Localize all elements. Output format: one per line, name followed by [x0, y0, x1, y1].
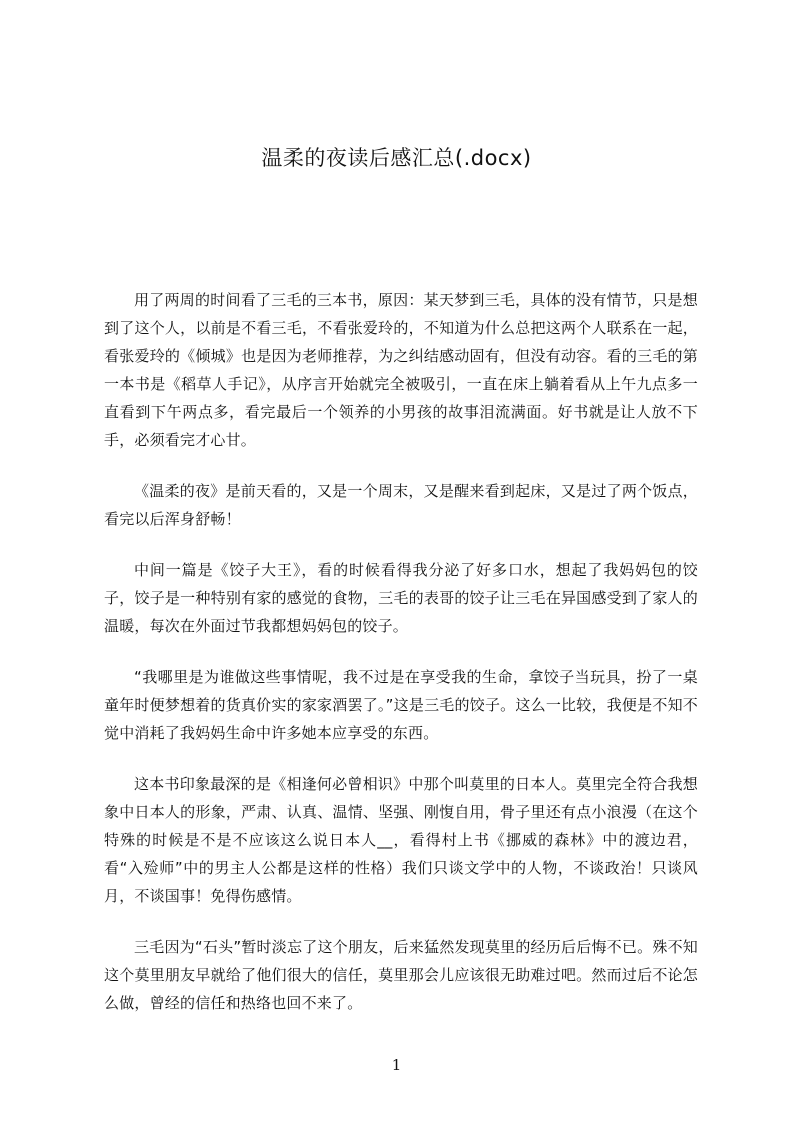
page-number: 1 [391, 1056, 402, 1074]
paragraph-4: “我哪里是为谁做这些事情呢，我不过是在享受我的生命，拿饺子当玩具，扮了一桌童年时便梦想着的货真价实的家家酒罢了。”这是三毛的饺子。这么一比较，我便是不知不觉中消耗了我妈妈生命中许多她本应享受的东西。 [104, 668, 698, 742]
document-title: 温柔的夜读后感汇总(.docx) [261, 146, 532, 170]
document-body [104, 286, 698, 1040]
paragraph-6: 三毛因为“石头”暂时淡忘了这个朋友，后来猛然发现莫里的经历后后悔不已。殊不知这个莫里朋友早就给了他们很大的信任，莫里那会儿应该很无助难过吧。然而过后不论怎么做，曾经的信任和热络也回不来了。 [104, 938, 698, 1012]
paragraph-5: 这本书印象最深的是《相逢何必曾相识》中那个叫莫里的日本人。莫里完全符合我想象中日本人的形象，严肃、认真、温情、坚强、刚愎自用，骨子里还有点小浪漫（在这个特殊的时候是不是不应该这么说日本人__，看得村上书《挪威的森林》中的渡边君，看“入殓师”中的男主人公都是这样的性格）我们只谈文学中的人物，不谈政治！只谈风月，不谈国事！免得伤感情。 [104, 775, 698, 905]
paragraph-3: 中间一篇是《饺子大王》，看的时候看得我分泌了好多口水，想起了我妈妈包的饺子，饺子是一种特别有家的感觉的食物，三毛的表哥的饺子让三毛在异国感受到了家人的温暖，每次在外面过节我都想妈妈包的饺子。 [104, 561, 698, 635]
paragraph-2: 《温柔的夜》是前天看的，又是一个周末，又是醒来看到起床，又是过了两个饭点，看完以后浑身舒畅！ [104, 482, 698, 528]
paragraph-1: 用了两周的时间看了三毛的三本书，原因：某天梦到三毛，具体的没有情节，只是想到了这个人，以前是不看三毛，不看张爱玲的，不知道为什么总把这两个人联系在一起，看张爱玲的《倾城》也是因为老师推荐，为之纠结感动固有，但没有动容。看的三毛的第一本书是《稻草人手记》，从序言开始就完全被吸引，一直在床上躺着看从上午九点多一直看到下午两点多，看完最后一个领养的小男孩的故事泪流满面。好书就是让人放不下手，必须看完才心甘。 [104, 291, 698, 449]
